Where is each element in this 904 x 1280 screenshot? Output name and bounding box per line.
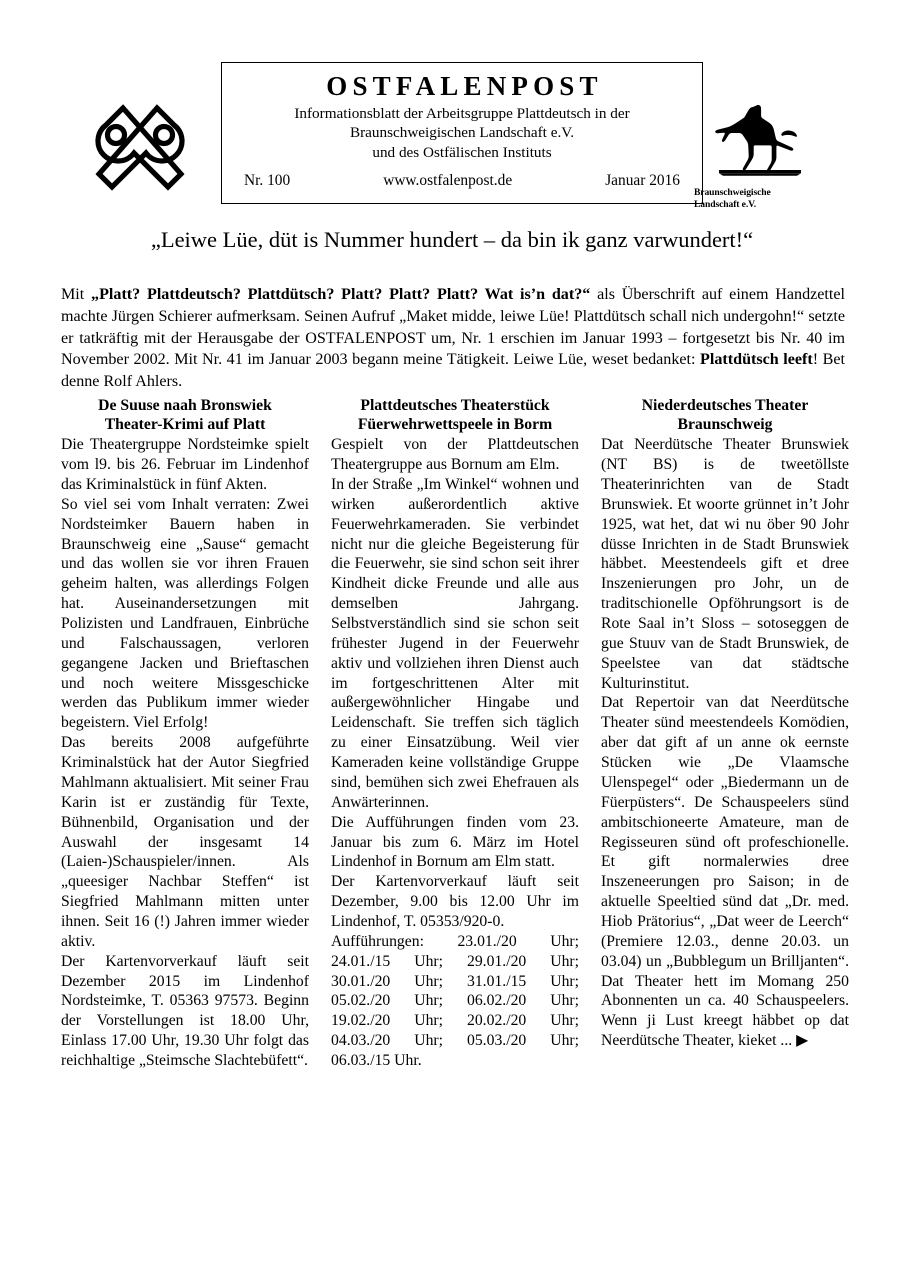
article-1-heading-line-1: De Suuse naah Bronswiek xyxy=(98,397,272,414)
braunschweigische-landschaft-horse-logo xyxy=(694,104,826,210)
masthead xyxy=(60,58,844,210)
page-headline: „Leiwe Lüe, düt is Nummer hundert – da bin ik ganz varwundert!“ xyxy=(150,227,754,252)
ostfalen-knot-logo xyxy=(76,92,204,196)
article-columns xyxy=(61,396,849,1226)
lead-text-part-2: als Überschrift auf einem Handzettel machte Jürgen Schierer aufmerksam. Seinen Aufruf „Maket midde, leiwe Lüe! Plattdütsch schall nich undergohn!“ setzte er tatkräftig mit der Herausgabe der OSTFALENPOST um, Nr. 1 erschien im Januar 1993 – fortgesetzt bis Nr. 40 im November 2002. Mit Nr. 41 im Januar 2003 begann meine Tätigkeit. Leiwe Lüe, weset bedanket: xyxy=(61,286,845,369)
article-3-heading xyxy=(601,396,849,434)
masthead-box xyxy=(221,62,703,204)
article-2-performance-dates: Aufführungen: 23.01./20 Uhr; 24.01./15 Uhr; 29.01./20 Uhr; 30.01./20 Uhr; 31.01./15 Uhr; 05.02./20 Uhr; 06.02./20 Uhr; 19.02./20 Uhr; 20.02./20 Uhr; 04.03./20 Uhr; 05.03./20 Uhr; 06.03./15 Uhr. xyxy=(331,932,579,1069)
article-2-heading xyxy=(331,396,579,434)
masthead-subtitle-line-3: und des Ostfälischen Instituts xyxy=(372,143,552,161)
article-column-3 xyxy=(601,396,849,1226)
article-column-2 xyxy=(331,396,579,1226)
logo-caption-line-1: Braunschweigische xyxy=(694,187,771,199)
article-3-heading-line-1: Niederdeutsches Theater xyxy=(641,397,809,414)
lead-text-part-1: Mit xyxy=(61,286,92,304)
article-3-heading-line-2: Braunschweig xyxy=(677,416,773,434)
article-2-heading-line-2: Füerwehrwettspeele in Borm xyxy=(357,416,553,434)
logo-caption-line-2: Landschaft e.V. xyxy=(694,198,757,210)
masthead-subtitle-line-2: Braunschweigischen Landschaft e.V. xyxy=(349,124,575,142)
article-3-paragraph: Dat Neerdütsche Theater Brunswiek (NT BS) is de tweetöllste Theaterinrichten van de Stadt Brunswiek. Et woorte grünnet in’t Johr 1925, wat het, dat wi nu öber 90 Johr düsse Inrichten in de Stadt Brunswiek häbbet. Meestendeels gift et dree Inszenierungen pro Johr, un de traditschionelle Opföhrungsort is de Rote Saal in’t Sloss – sotoseggen de gue Stuuv van de Stadt Brunswiek, de Speelstee van dat städtsche Kulturinstitut. xyxy=(601,436,849,692)
publication-title: OSTFALENPOST xyxy=(326,71,603,101)
article-3-paragraph: Dat Repertoir van dat Neerdütsche Theater sünd meestendeels Komödien, aber dat gift af un anne ok eernste Stücken wie „De Vlaamsche Ulenspegel“ oder „Biedermann un de Füerpüsters“. De Schauspeelers sünd ambitschioneerte Amateure, man de Regisseuren sünd oft profeschionelle. Et gift normalerwies dree Inszeneerungen pro Saison; in de aktuelle Speeltied sünd dat „Dr. med. Hiob Prätorius“, „Dat weer de Leerch“ (Premiere 12.03., denne 20.03. un 03.04) un „Bubblegum un Brilljanten“. Dat Theater hett im Momang 250 Abonnenten un ca. 40 Schauspeelers. Wenn ji Lust kreegt häbbet op dat Neerdütsche Theater, kieket ... ▶ xyxy=(601,694,849,1050)
article-1-heading-line-2: Theater-Krimi auf Platt xyxy=(104,416,266,434)
rearing-horse-icon xyxy=(694,104,826,182)
lead-bold-closing: Plattdütsch leeft xyxy=(700,351,813,369)
article-2-paragraph: Die Aufführungen finden vom 23. Januar bis zum 6. März im Hotel Lindenhof in Bornum am Elm statt. xyxy=(331,813,579,871)
issue-date: Januar 2016 xyxy=(605,171,680,189)
lead-bold-slogan: „Platt? Plattdeutsch? Plattdütsch? Platt? Platt? Platt? Wat is’n dat?“ xyxy=(91,286,591,304)
article-column-1 xyxy=(61,396,309,1226)
article-1-paragraph: Die Theatergruppe Nordsteimke spielt vom l9. bis 26. Februar im Lindenhof das Kriminalstück in fünf Akten. xyxy=(61,436,309,494)
lead-text-part-3: ! Bet denne Rolf Ahlers. xyxy=(61,351,846,391)
article-1-paragraph: Der Kartenvorverkauf läuft seit Dezember 2015 im Lindenhof Nordsteimke, T. 05363 97573. Beginn der Vorstellungen ist 18.00 Uhr, Einlass 17.00 Uhr, 19.30 Uhr folgt das reichhaltige „Steimsche Slachtebüfett“. xyxy=(61,952,309,1069)
article-2-heading-line-1: Plattdeutsches Theaterstück xyxy=(360,397,550,414)
issue-number: Nr. 100 xyxy=(244,171,291,189)
masthead-subtitle-line-1: Informationsblatt der Arbeitsgruppe Plattdeutsch in der xyxy=(294,105,630,123)
article-2-paragraph: Der Kartenvorverkauf läuft seit Dezember, 9.00 bis 12.00 Uhr im Lindenhof, T. 05353/920-0. xyxy=(331,873,579,930)
article-2-paragraph: In der Straße „Im Winkel“ wohnen und wirken außerordentlich aktive Feuerwehrkameraden. Sie verbindet nicht nur die gleiche Begeisterung für die Feuerwehr, sie sind schon seit ihrer Kindheit dicke Freunde und alle aus demselben Jahrgang. Selbstverständlich sind sie schon seit frühester Jugend in der Feuerwehr aktiv und vollziehen ihren Dienst auch im fortgeschrittenen Alter mit außergewöhnlicher Hingabe und Leidenschaft. Sie treffen sich täglich zu einer Einsatzübung. Weil vier Kameraden keine vollständige Gruppe sind, bemühen sich zwei Ehefrauen als Anwärterinnen. xyxy=(331,476,579,811)
article-1-heading xyxy=(61,396,309,434)
logo-caption xyxy=(694,187,826,210)
article-1-paragraph: So viel sei vom Inhalt verraten: Zwei Nordsteimker Bauern haben in Braunschweig eine „Sause“ gemacht und das wollen sie vor ihren Frauen geheim halten, was allerdings Folgen hat. Auseinandersetzungen mit Polizisten und Landfrauen, Einbrüche und Falschaussagen, verloren gegangene Jacken und Brieftaschen und noch weitere Missgeschicke werden das Publikum immer wieder begeistern. Viel Erfolg! xyxy=(61,495,309,732)
article-1-paragraph: Das bereits 2008 aufgeführte Kriminalstück hat der Autor Siegfried Mahlmann aktualisiert. Mit seiner Frau Karin ist er zuständig für Texte, Bühnenbild, Organisation und der Auswahl der insgesamt 14 (Laien-)Schauspieler/innen. Als „queesiger Nachbar Steffen“ ist Siegfried Mahlmann mitten unter ihnen. Seit 16 (!) Jahren immer wieder aktiv. xyxy=(61,734,309,950)
article-2-paragraph: Gespielt von der Plattdeutschen Theatergruppe aus Bornum am Elm. xyxy=(331,436,579,474)
lead-paragraph xyxy=(61,284,845,393)
website-url[interactable]: www.ostfalenpost.de xyxy=(383,171,513,189)
